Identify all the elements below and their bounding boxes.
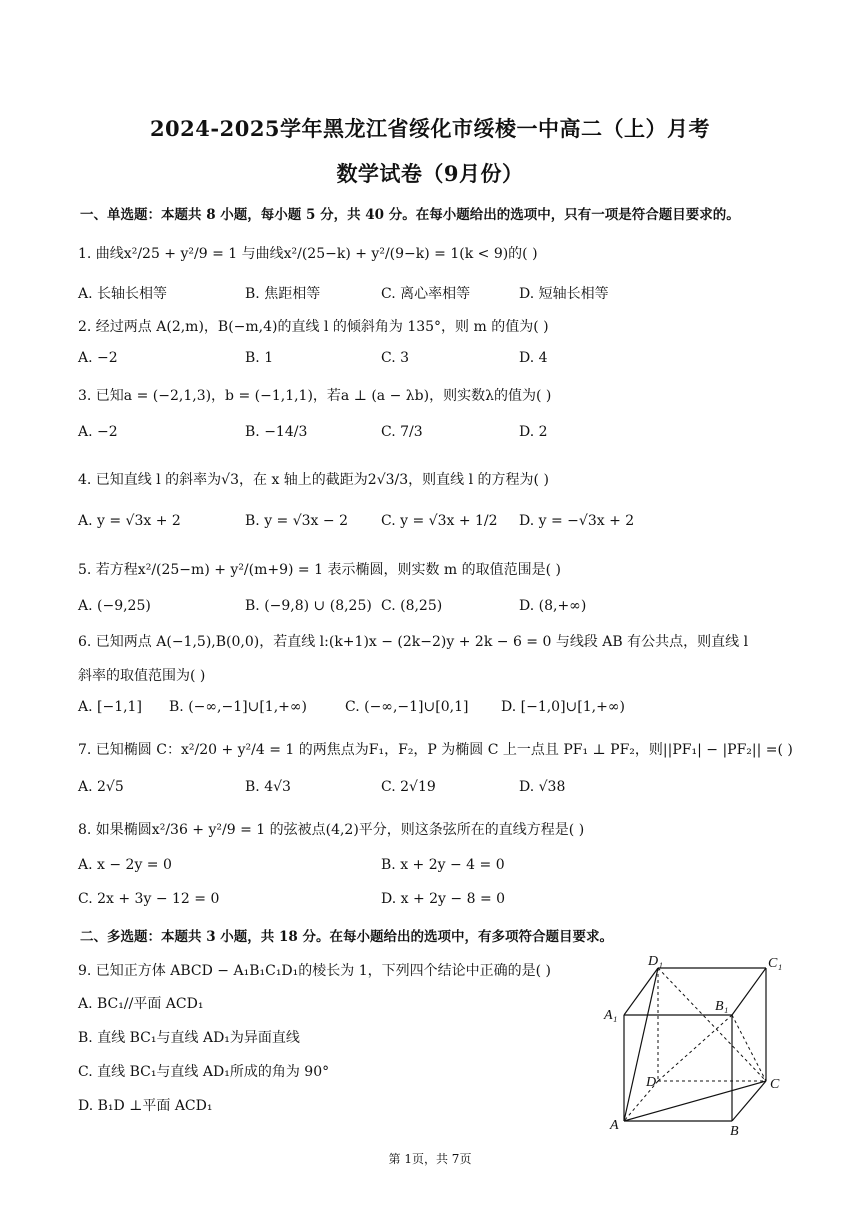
question-8-option-b[interactable]: B. x + 2y − 4 = 0 <box>381 857 505 873</box>
question-5-option-c[interactable]: C. (8,25) <box>381 598 443 614</box>
question-8-option-c[interactable]: C. 2x + 3y − 12 = 0 <box>78 891 220 907</box>
question-8-option-a[interactable]: A. x − 2y = 0 <box>78 857 172 873</box>
question-1-option-b[interactable]: B. 焦距相等 <box>245 286 321 302</box>
section-single-choice-header: 一、单选题：本题共 8 小题，每小题 5 分，共 40 分。在每小题给出的选项中，只有一项是符合题目要求的。 <box>80 207 740 223</box>
question-3-option-d[interactable]: D. 2 <box>519 424 548 440</box>
question-1-option-d[interactable]: D. 短轴长相等 <box>519 286 609 302</box>
question-2-option-b[interactable]: B. 1 <box>245 350 274 366</box>
question-6-stem-continued: 斜率的取值范围为( ) <box>78 668 206 684</box>
question-4-option-b[interactable]: B. y = √3x − 2 <box>245 513 348 529</box>
question-7-stem: 7. 已知椭圆 C：x²/20 + y²/4 = 1 的两焦点为F₁，F₂，P 为椭圆 C 上一点且 PF₁ ⊥ PF₂，则||PF₁| − |PF₂|| =( ) <box>78 742 793 758</box>
question-4-stem: 4. 已知直线 l 的斜率为√3，在 x 轴上的截距为2√3/3，则直线 l 的方程为( ) <box>78 472 549 488</box>
cube-diagram <box>600 953 800 1138</box>
question-3-option-a[interactable]: A. −2 <box>78 424 118 440</box>
question-6-option-c[interactable]: C. (−∞,−1]∪[0,1] <box>345 699 469 715</box>
hidden-diagonal-b1-c <box>732 1015 766 1081</box>
question-4-option-c[interactable]: C. y = √3x + 1/2 <box>381 513 498 529</box>
question-1-option-a[interactable]: A. 长轴长相等 <box>78 286 168 302</box>
question-1-option-c[interactable]: C. 离心率相等 <box>381 286 471 302</box>
question-9-option-c[interactable]: C. 直线 BC₁与直线 AD₁所成的角为 90° <box>78 1064 330 1080</box>
question-2-option-a[interactable]: A. −2 <box>78 350 118 366</box>
label-b1: B₁ <box>715 999 729 1014</box>
question-9-option-a[interactable]: A. BC₁//平面 ACD₁ <box>78 996 204 1012</box>
question-7-option-a[interactable]: A. 2√5 <box>78 779 124 795</box>
question-9-option-b[interactable]: B. 直线 BC₁与直线 AD₁为异面直线 <box>78 1030 300 1046</box>
question-1-stem <box>78 243 538 263</box>
question-5-option-b[interactable]: B. (−9,8) ∪ (8,25) <box>245 598 372 614</box>
label-b: B <box>730 1124 739 1138</box>
exam-title: 2024-2025学年黑龙江省绥化市绥棱一中高二（上）月考 <box>149 116 711 141</box>
question-3-option-c[interactable]: C. 7/3 <box>381 424 423 440</box>
question-8-stem: 8. 如果椭圆x²/36 + y²/9 = 1 的弦被点(4,2)平分，则这条弦所在的直线方程是( ) <box>78 822 585 838</box>
exam-subtitle: 数学试卷（9月份） <box>336 161 524 186</box>
question-6-option-b[interactable]: B. (−∞,−1]∪[1,+∞) <box>169 699 307 715</box>
question-2-option-d[interactable]: D. 4 <box>519 350 548 366</box>
question-6-stem: 6. 已知两点 A(−1,5),B(0,0)，若直线 l:(k+1)x − (2k−2)y + 2k − 6 = 0 与线段 AB 有公共点，则直线 l <box>78 634 749 650</box>
question-3-option-b[interactable]: B. −14/3 <box>245 424 308 440</box>
question-6-option-d[interactable]: D. [−1,0]∪[1,+∞) <box>501 699 625 715</box>
label-a: A <box>610 1118 619 1133</box>
label-a1: A₁ <box>604 1008 618 1023</box>
question-5-stem: 5. 若方程x²/(25−m) + y²/(m+9) = 1 表示椭圆，则实数 m 的取值范围是( ) <box>78 562 562 578</box>
label-c1: C₁ <box>768 956 783 971</box>
label-d: D <box>646 1075 657 1090</box>
question-7-option-c[interactable]: C. 2√19 <box>381 779 436 795</box>
question-5-option-a[interactable]: A. (−9,25) <box>78 598 151 614</box>
question-1-stem-text: 1. 曲线x²/25 + y²/9 = 1 与曲线x²/(25−k) + y²/(9−k) = 1(k < 9)的( ) <box>78 246 538 262</box>
question-8-option-d[interactable]: D. x + 2y − 8 = 0 <box>381 891 506 907</box>
question-9-stem: 9. 已知正方体 ABCD − A₁B₁C₁D₁的棱长为 1，下列四个结论中正确的是( ) <box>78 963 551 979</box>
question-9-option-d[interactable]: D. B₁D ⊥平面 ACD₁ <box>78 1098 213 1114</box>
section-multiple-choice-header: 二、多选题：本题共 3 小题，共 18 分。在每小题给出的选项中，有多项符合题目要求。 <box>80 929 613 945</box>
edge-b1-c1 <box>732 968 766 1015</box>
label-c: C <box>770 1077 780 1092</box>
question-5-option-d[interactable]: D. (8,+∞) <box>519 598 587 614</box>
question-4-option-d[interactable]: D. y = −√3x + 2 <box>519 513 635 529</box>
question-2-stem: 2. 经过两点 A(2,m)，B(−m,4)的直线 l 的倾斜角为 135°，则 m 的值为( ) <box>78 319 549 335</box>
question-6-option-a[interactable]: A. [−1,1] <box>78 699 142 715</box>
question-3-stem: 3. 已知a = (−2,1,3)，b = (−1,1,1)，若a ⊥ (a − λb)，则实数λ的值为( ) <box>78 388 552 404</box>
hidden-diagonal-b1-d <box>658 1015 732 1081</box>
label-d1: D₁ <box>648 954 663 969</box>
edge-b-c <box>732 1081 766 1121</box>
page-footer: 第 1页，共 7页 <box>388 1152 472 1166</box>
question-7-option-b[interactable]: B. 4√3 <box>245 779 291 795</box>
hidden-diagonal-d1-c <box>658 968 766 1081</box>
question-4-option-a[interactable]: A. y = √3x + 2 <box>78 513 181 529</box>
question-2-option-c[interactable]: C. 3 <box>381 350 410 366</box>
question-7-option-d[interactable]: D. √38 <box>519 779 566 795</box>
